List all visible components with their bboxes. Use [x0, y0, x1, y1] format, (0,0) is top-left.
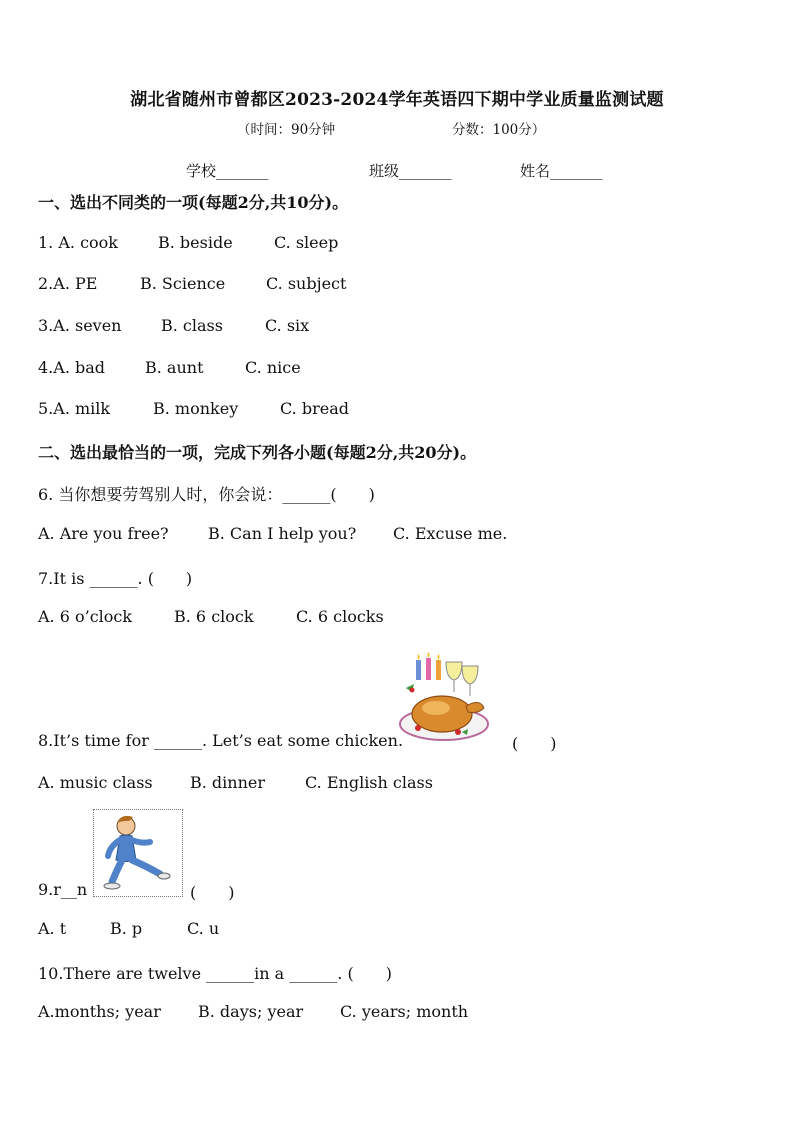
q4-option-c: C. nice	[245, 358, 301, 377]
question-3	[38, 316, 309, 335]
q6-options	[38, 524, 507, 543]
q7-option-b: B. 6 clock	[174, 607, 254, 626]
q9-option-b: B. p	[110, 919, 143, 938]
q9-paren: ( )	[190, 883, 235, 902]
class-field: 班级_______	[369, 162, 452, 180]
q6-stem: 6. 当你想要劳驾别人时，你会说：______( )	[38, 485, 375, 504]
q8-option-a: A. music class	[38, 773, 153, 792]
q8-option-b: B. dinner	[190, 773, 266, 792]
question-1	[38, 233, 338, 252]
q8-stem: 8.It’s time for ______. Let’s eat some chicken.	[38, 731, 404, 750]
question-2	[38, 274, 346, 293]
q8-options	[38, 773, 433, 792]
q6-option-b: B. Can I help you?	[208, 524, 357, 543]
page-title: 湖北省随州市曾都区2023-2024学年英语四下期中学业质量监测试题	[130, 90, 664, 110]
exam-time: （时间：90分钟	[237, 122, 336, 138]
q4-option-b: B. aunt	[145, 358, 204, 377]
q9-option-c: C. u	[187, 919, 220, 938]
q2-option-b: B. Science	[140, 274, 226, 293]
q6-option-a: A. Are you free?	[38, 524, 169, 543]
question-5	[38, 399, 349, 418]
section-1-heading: 一、选出不同类的一项(每题2分,共10分)。	[38, 193, 349, 212]
q3-option-c: C. six	[265, 316, 310, 335]
q10-options	[38, 1002, 468, 1021]
question-4	[38, 358, 301, 377]
q5-option-b: B. monkey	[153, 399, 239, 418]
q8-paren: ( )	[512, 734, 557, 753]
q1-option-a: 1. A. cook	[38, 233, 118, 252]
roast-chicken-dinner-illustration	[396, 652, 496, 744]
q9-stem: 9.r__n	[38, 880, 88, 899]
q7-stem: 7.It is ______. ( )	[38, 569, 193, 588]
q2-option-a: 2.A. PE	[38, 274, 98, 293]
name-field: 姓名_______	[520, 162, 603, 180]
q1-option-b: B. beside	[158, 233, 233, 252]
q9-option-a: A. t	[38, 919, 67, 938]
q10-option-b: B. days; year	[198, 1002, 304, 1021]
q10-option-a: A.months; year	[38, 1002, 161, 1021]
q5-option-c: C. bread	[280, 399, 349, 418]
q8-option-c: C. English class	[305, 773, 433, 792]
q3-option-b: B. class	[161, 316, 223, 335]
q5-option-a: 5.A. milk	[38, 399, 111, 418]
running-boy-illustration	[93, 809, 183, 897]
section-2-heading: 二、选出最恰当的一项，完成下列各小题(每题2分,共20分)。	[38, 443, 477, 462]
school-field: 学校_______	[186, 162, 269, 180]
q10-stem: 10.There are twelve ______in a ______. ( )	[38, 964, 392, 983]
q1-option-c: C. sleep	[274, 233, 339, 252]
q6-option-c: C. Excuse me.	[393, 524, 508, 543]
exam-score: 分数：100分）	[452, 122, 546, 138]
q3-option-a: 3.A. seven	[38, 316, 122, 335]
q9-options	[38, 919, 219, 938]
q10-option-c: C. years; month	[340, 1002, 469, 1021]
q7-options	[38, 607, 384, 626]
q7-option-a: A. 6 o’clock	[38, 607, 133, 626]
q2-option-c: C. subject	[266, 274, 347, 293]
q7-option-c: C. 6 clocks	[296, 607, 384, 626]
q4-option-a: 4.A. bad	[38, 358, 106, 377]
q8-row	[38, 731, 403, 750]
